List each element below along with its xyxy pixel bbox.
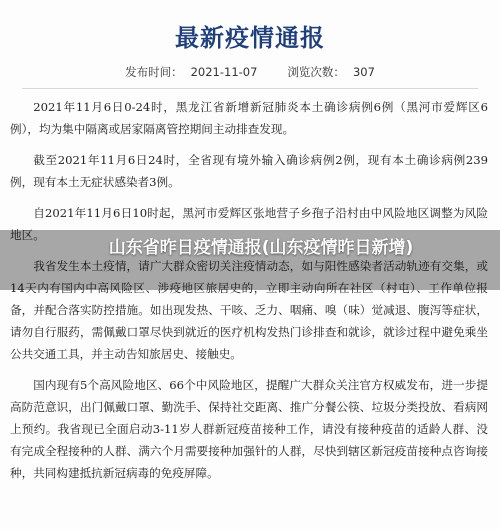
paragraph-5: 国内现有5个高风险地区、66个中风险地区，提醒广大群众关注官方权威发布，进一步提高防范意识，出门佩戴口罩、勤洗手、保持社交距离、推广分餐公筷、垃圾分类投放、看病网上预约。我省现已全面启动3-11岁人群新冠疫苗接种工作，请没有接种疫苗的适龄人群、没有完成全程接种的人群、满六个月需要接种加强针的人群，尽快到辖区新冠疫苗接种点咨询接种，共同构建抵抗新冠病毒的免疫屏障。	[10, 378, 488, 480]
page-title: 最新疫情通报	[175, 24, 325, 52]
paragraph-4: 我省发生本土疫情，请广大群众密切关注疫情动态，如与阳性感染者活动轨迹有交集，或14天内有国内中高风险区、涉疫地区旅居史的，立即主动向所在社区（村屯）、工作单位报备，并配合落实防控措施。如出现发热、干咳、乏力、咽痛、嗅（味）觉减退、腹泻等症状，请勿自行服药，需佩戴口罩尽快到就近的医疗机构发热门诊排查和就诊，就诊过程中避免乘坐公共交通工具，并主动告知旅居史、接触史。	[10, 259, 488, 361]
meta-info	[0, 64, 500, 80]
paragraph-3: 自2021年11月6日10时起，黑河市爱辉区张地营子乡孢子沿村由中风险地区调整为风险地区。	[10, 206, 488, 242]
publish-date: 2021-11-07	[190, 65, 258, 79]
notice-body	[10, 96, 488, 493]
paragraph-2: 截至2021年11月6日24时，全省现有境外输入确诊病例2例，现有本土确诊病例239例，现有本土无症状感染者3例。	[10, 153, 488, 189]
overlay-caption-title: 山东省昨日疫情通报(山东疫情昨日新增)	[108, 238, 414, 258]
views-label: 浏览次数：	[287, 65, 345, 79]
paragraph-1: 2021年11月6日0-24时，黑龙江省新增新冠肺炎本土确诊病例6例（黑河市爱辉区6例），均为集中隔离或居家隔离管控期间主动排查发现。	[10, 100, 488, 136]
views-count: 307	[352, 65, 375, 79]
header-divider	[22, 88, 478, 89]
publish-label: 发布时间：	[125, 65, 183, 79]
